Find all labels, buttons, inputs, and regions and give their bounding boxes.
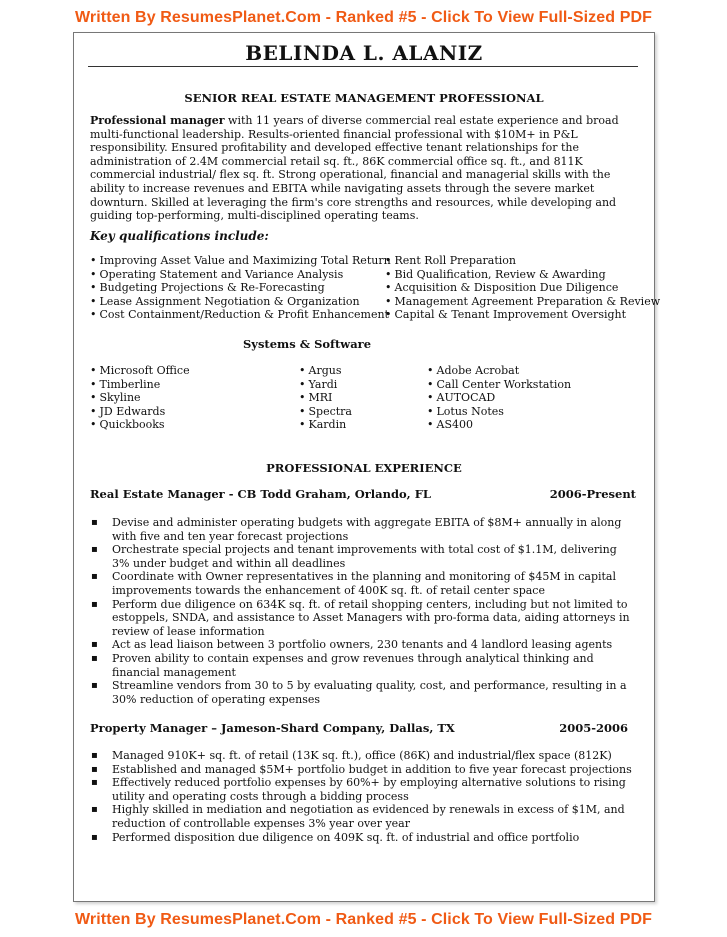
- list-item: ▪ Established and managed $5M+ portfolio budget in addition to five year forecast projections: [90, 763, 636, 777]
- list-item: ▪ Act as lead liaison between 3 portfolio owners, 230 tenants and 4 landlord leasing agents: [90, 638, 636, 652]
- list-item: • Lotus Notes: [427, 405, 571, 419]
- qualifications-list-left: [90, 254, 391, 322]
- qualifications-list-right: [385, 254, 660, 322]
- list-item: • Operating Statement and Variance Analysis: [90, 268, 391, 282]
- job-bullets: [90, 749, 636, 844]
- list-item: • Capital & Tenant Improvement Oversight: [385, 308, 660, 322]
- list-item: • Management Agreement Preparation & Review: [385, 295, 660, 309]
- list-item: ▪ Managed 910K+ sq. ft. of retail (13K sq. ft.), office (86K) and industrial/flex space (812K): [90, 749, 636, 763]
- list-item: ▪ Streamline vendors from 30 to 5 by evaluating quality, cost, and performance, resulting in a 30% reduction of operating expenses: [90, 679, 636, 706]
- banner-link-top[interactable]: Written By ResumesPlanet.Com - Ranked #5 - Click To View Full-Sized PDF: [74, 9, 652, 26]
- job-title-line: [90, 721, 628, 735]
- list-item: • Rent Roll Preparation: [385, 254, 660, 268]
- systems-list-col2: [299, 364, 352, 432]
- list-item: ▪ Perform due diligence on 634K sq. ft. of retail shopping centers, including but not limited to estoppels, SNDA, and assistance to Asset Managers with pro-forma data, aiding attorneys in review of lease information: [90, 598, 636, 639]
- list-item: • Adobe Acrobat: [427, 364, 571, 378]
- list-item: • Microsoft Office: [90, 364, 190, 378]
- list-item: ▪ Proven ability to contain expenses and grow revenues through analytical thinking and financial management: [90, 652, 636, 679]
- list-item: • Bid Qualification, Review & Awarding: [385, 268, 660, 282]
- list-item: ▪ Highly skilled in mediation and negotiation as evidenced by renewals in excess of $1M, and reduction of controllable expenses 3% year over year: [90, 803, 636, 830]
- job-dates: 2006-Present: [549, 487, 636, 501]
- list-item: • Cost Containment/Reduction & Profit Enhancement: [90, 308, 391, 322]
- summary-lead: Professional manager: [90, 114, 225, 127]
- list-item: ▪ Devise and administer operating budgets with aggregate EBITA of $8M+ annually in along with five and ten year forecast projections: [90, 516, 636, 543]
- job-title: Real Estate Manager - CB Todd Graham, Orlando, FL: [90, 487, 431, 501]
- list-item: • Skyline: [90, 391, 190, 405]
- resume-name: BELINDA L. ALANIZ: [245, 41, 483, 65]
- summary-text: with 11 years of diverse commercial real estate experience and broad multi-functional leadership. Results-oriented financial professional with $10M+ in P&L responsibility. Ensured profitability and developed effective tenant relationships for the administration of 2.4M commercial retail sq. ft., 86K commercial office sq. ft., and 811K commercial industrial/ flex sq. ft. Strong operational, financial and managerial skills with the ability to increase revenues and EBITA while navigating assets through the severe market downturn. Skilled at leveraging the firm's core strengths and resources, while developing and guiding top-performing, multi-disciplined operating teams.: [90, 114, 619, 223]
- resume-headline: SENIOR REAL ESTATE MANAGEMENT PROFESSIONAL: [184, 91, 544, 105]
- qualifications-heading: Key qualifications include:: [90, 229, 269, 243]
- experience-heading: PROFESSIONAL EXPERIENCE: [266, 461, 462, 475]
- list-item: • AS400: [427, 418, 571, 432]
- systems-list-col3: [427, 364, 571, 432]
- resume-document: [73, 32, 661, 902]
- list-item: • Kardin: [299, 418, 352, 432]
- banner-link-bottom[interactable]: Written By ResumesPlanet.Com - Ranked #5 - Click To View Full-Sized PDF: [74, 911, 652, 928]
- list-item: • Acquisition & Disposition Due Diligence: [385, 281, 660, 295]
- list-item: ▪ Performed disposition due diligence on 409K sq. ft. of industrial and office portfolio: [90, 831, 636, 845]
- list-item: ▪ Coordinate with Owner representatives in the planning and monitoring of $45M in capital improvements towards the enhancement of 400K sq. ft. of retail center space: [90, 570, 636, 597]
- job-title: Property Manager – Jameson-Shard Company, Dallas, TX: [90, 721, 455, 735]
- systems-heading: Systems & Software: [242, 337, 372, 351]
- job-title-line: [90, 487, 636, 501]
- list-item: ▪ Orchestrate special projects and tenant improvements with total cost of $1.1M, delivering 3% under budget and within all deadlines: [90, 543, 636, 570]
- list-item: • Budgeting Projections & Re-Forecasting: [90, 281, 391, 295]
- name-divider: [88, 66, 638, 67]
- summary-paragraph: [90, 114, 638, 223]
- list-item: • MRI: [299, 391, 352, 405]
- list-item: • Timberline: [90, 378, 190, 392]
- list-item: • Argus: [299, 364, 352, 378]
- systems-list-col1: [90, 364, 190, 432]
- page-fade-overlay: [74, 846, 654, 901]
- list-item: • Improving Asset Value and Maximizing Total Return: [90, 254, 391, 268]
- list-item: ▪ Effectively reduced portfolio expenses by 60%+ by employing alternative solutions to rising utility and operating costs through a bidding process: [90, 776, 636, 803]
- list-item: • Call Center Workstation: [427, 378, 571, 392]
- list-item: • Yardi: [299, 378, 352, 392]
- list-item: • Spectra: [299, 405, 352, 419]
- list-item: • JD Edwards: [90, 405, 190, 419]
- list-item: • AUTOCAD: [427, 391, 571, 405]
- job-bullets: [90, 516, 636, 706]
- list-item: • Lease Assignment Negotiation & Organization: [90, 295, 391, 309]
- list-item: • Quickbooks: [90, 418, 190, 432]
- job-dates: 2005-2006: [559, 721, 628, 735]
